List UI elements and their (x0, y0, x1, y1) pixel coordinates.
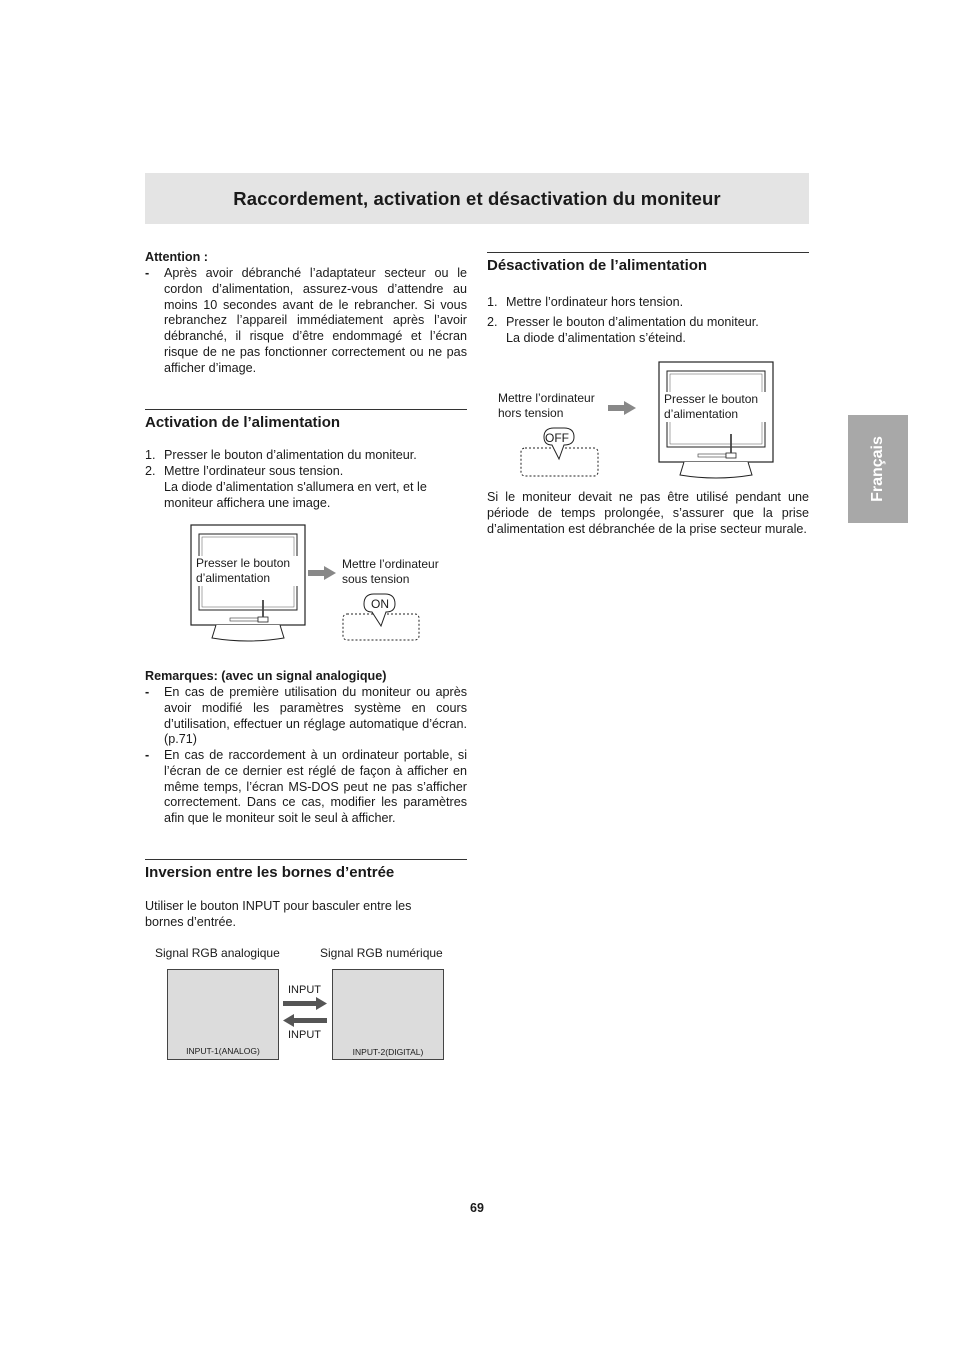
step-number: 1. (487, 295, 498, 309)
input-label-bottom: INPUT (288, 1029, 321, 1041)
arrow-right-icon (608, 401, 636, 415)
desactivation-note: Si le moniteur devait ne pas être utilisé pendant une période de temps prolongée, s’assurer que la prise d’alimentation est débranchée de la prise secteur murale. (487, 490, 809, 536)
title-bar (145, 173, 809, 224)
computer-label: Mettre l’ordinateur sous tension (342, 557, 439, 586)
page-title: Raccordement, activation et désactivation du moniteur (233, 188, 721, 209)
step-text: Presser le bouton d’alimentation du moniteur. La diode d’alimentation s’éteind. (506, 315, 759, 345)
step-number: 1. (145, 448, 156, 462)
page-number: 69 (470, 1201, 484, 1215)
remark-text: En cas de première utilisation du moniteur ou après avoir modifié les paramètres système en cours d’utilisation, effectuer un réglage automatique d’écran. (p.71) (164, 685, 467, 747)
digital-screen-label: INPUT-2(DIGITAL) (352, 1047, 424, 1057)
step-text: Presser le bouton d’alimentation du moniteur. (164, 448, 417, 462)
arrow-right-icon (283, 997, 327, 1010)
desactivation-heading: Désactivation de l’alimentation (487, 257, 708, 274)
off-bubble: OFF (545, 431, 569, 445)
analog-caption: Signal RGB analogique (155, 946, 280, 960)
inversion-text: Utiliser le bouton INPUT pour basculer entre les bornes d’entrée. (145, 899, 412, 929)
language-tab-label: Français (869, 436, 886, 502)
remark-item (145, 748, 467, 827)
input-arrows (282, 996, 328, 1030)
analog-screen (167, 969, 279, 1060)
arrow-left-icon (283, 1014, 327, 1027)
remarks-label: Remarques: (avec un signal analogique) (145, 669, 387, 683)
remark-text: En cas de raccordement à un ordinateur portable, si l’écran de ce dernier est réglé de façon à afficher en même temps, l’écran MS-DOS peut ne pas s’afficher correctement. Dans ce cas, modifier les paramètres afin que le moniteur soit le seul à afficher. (164, 748, 467, 826)
computer-label: Mettre l’ordinateur hors tension (498, 391, 595, 420)
desactivation-step (487, 295, 809, 311)
activation-step (145, 464, 467, 511)
step-text: Mettre l’ordinateur sous tension. La diode d’alimentation s'allumera en vert, et le moniteur affichera une image. (164, 464, 427, 510)
monitor-label: Presser le bouton d’alimentation (664, 392, 770, 422)
arrow-right-icon (308, 566, 336, 580)
section-divider (487, 252, 809, 253)
activation-heading: Activation de l’alimentation (145, 414, 341, 431)
remark-item (145, 685, 467, 748)
desactivation-step (487, 315, 809, 347)
bullet-dash: - (145, 266, 150, 280)
on-bubble: ON (371, 597, 389, 611)
attention-text: Après avoir débranché l’adaptateur secteur ou le cordon d’alimentation, assurez-vous d’attendre au moins 10 secondes avant de le rebrancher. Si vous rebranchez l’appareil immédiatement après l’avoir débranché, il risque d’être endommagé et l’écran risque de ne pas fonctionner correctement ou ne pas afficher d’image. (164, 266, 467, 375)
attention-item (145, 266, 467, 377)
step-number: 2. (145, 464, 156, 478)
digital-caption: Signal RGB numérique (320, 946, 443, 960)
input-label-top: INPUT (288, 984, 321, 996)
monitor-label: Presser le bouton d’alimentation (196, 556, 304, 586)
attention-label: Attention : (145, 250, 208, 264)
step-number: 2. (487, 315, 498, 329)
digital-screen (332, 969, 444, 1060)
section-divider (145, 409, 467, 410)
activation-step (145, 448, 467, 464)
inversion-heading: Inversion entre les bornes d’entrée (145, 864, 395, 881)
bullet-dash: - (145, 748, 150, 762)
step-text: Mettre l’ordinateur hors tension. (506, 295, 684, 309)
language-tab[interactable] (848, 415, 908, 523)
analog-screen-label: INPUT-1(ANALOG) (186, 1046, 260, 1056)
bullet-dash: - (145, 685, 150, 699)
section-divider (145, 859, 467, 860)
